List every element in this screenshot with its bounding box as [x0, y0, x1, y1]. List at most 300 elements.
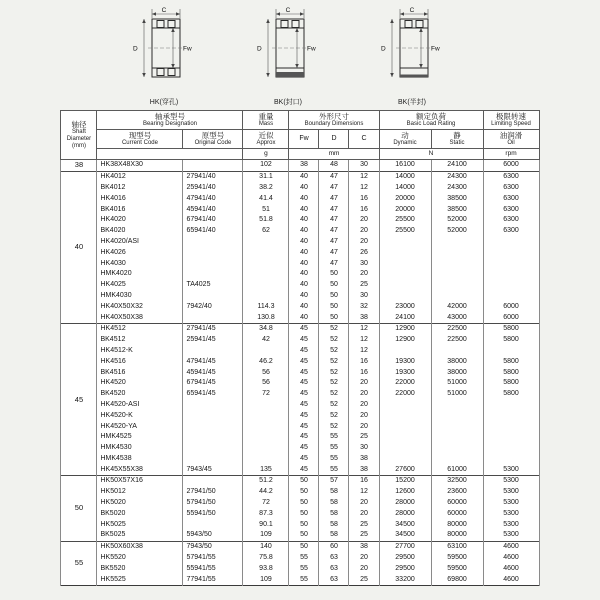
- mass-cell: 109: [243, 575, 289, 586]
- mass-cell: 72: [243, 498, 289, 509]
- mass-cell: 44.2: [243, 487, 289, 498]
- header-dims-cn: 外形尺寸: [319, 112, 349, 121]
- oil-speed-cell: 5300: [483, 520, 539, 531]
- bearing-cross-section-half-icon: [372, 5, 452, 93]
- original-code-cell: [183, 454, 243, 465]
- table-row: [61, 498, 539, 509]
- fw-cell: 40: [289, 226, 319, 237]
- mass-cell: 75.8: [243, 553, 289, 564]
- fw-cell: 45: [289, 411, 319, 422]
- table-row: [61, 324, 539, 335]
- oil-speed-cell: [483, 269, 539, 280]
- original-code-cell: [183, 248, 243, 259]
- original-code-cell: [183, 432, 243, 443]
- d-cell: 55: [319, 454, 349, 465]
- dim-label-c: C: [285, 7, 291, 14]
- mass-cell: 109: [243, 530, 289, 541]
- fw-cell: 40: [289, 302, 319, 313]
- original-code-cell: 67941/45: [183, 378, 243, 389]
- c-cell: 25: [349, 432, 379, 443]
- d-cell: 50: [319, 291, 349, 302]
- table-row: [61, 465, 539, 476]
- header-oil-en: Oil: [507, 140, 515, 147]
- fw-cell: 45: [289, 335, 319, 346]
- header-static-en: Static: [449, 140, 465, 147]
- dim-label-fw: Fw: [307, 45, 316, 53]
- static-load-cell: 32500: [431, 476, 483, 487]
- c-cell: 38: [349, 465, 379, 476]
- static-load-cell: 51000: [431, 378, 483, 389]
- oil-speed-cell: [483, 443, 539, 454]
- mass-cell: 72: [243, 389, 289, 400]
- fw-cell: 45: [289, 454, 319, 465]
- header-speed-en: Limiting Speed: [491, 121, 531, 127]
- fw-cell: 50: [289, 520, 319, 531]
- dynamic-load-cell: [379, 422, 431, 433]
- c-cell: 38: [349, 542, 379, 553]
- table-row: [61, 575, 539, 586]
- d-cell: 50: [319, 280, 349, 291]
- c-cell: 12: [349, 487, 379, 498]
- oil-speed-cell: 6000: [483, 302, 539, 313]
- static-load-cell: [431, 269, 483, 280]
- header-static-cn: 静: [453, 131, 461, 141]
- fw-cell: 45: [289, 400, 319, 411]
- oil-speed-cell: [483, 432, 539, 443]
- oil-speed-cell: 5800: [483, 335, 539, 346]
- oil-speed-cell: 5800: [483, 357, 539, 368]
- d-cell: 55: [319, 443, 349, 454]
- static-load-cell: 60000: [431, 498, 483, 509]
- fw-cell: 40: [289, 194, 319, 205]
- current-code-cell: HMK4538: [97, 454, 183, 465]
- dynamic-load-cell: 34500: [379, 530, 431, 541]
- dynamic-load-cell: [379, 269, 431, 280]
- c-cell: 26: [349, 248, 379, 259]
- current-code-cell: HK50X60X38: [97, 542, 183, 553]
- original-code-cell: 65941/45: [183, 389, 243, 400]
- fw-cell: 50: [289, 498, 319, 509]
- original-code-cell: [183, 237, 243, 248]
- oil-speed-cell: 4600: [483, 564, 539, 575]
- static-load-cell: 69800: [431, 575, 483, 586]
- d-cell: 58: [319, 520, 349, 531]
- header-c-label: C: [361, 135, 367, 143]
- current-code-cell: HK4025: [97, 280, 183, 291]
- mass-cell: 114.3: [243, 302, 289, 313]
- header-shaft-en2: Diameter: [66, 136, 92, 143]
- current-code-cell: BK5020: [97, 509, 183, 520]
- current-code-cell: HK5020: [97, 498, 183, 509]
- d-cell: 52: [319, 357, 349, 368]
- current-code-cell: HK5520: [97, 553, 183, 564]
- mass-cell: 140: [243, 542, 289, 553]
- original-code-cell: 7942/40: [183, 302, 243, 313]
- dynamic-load-cell: [379, 411, 431, 422]
- static-load-cell: 22500: [431, 335, 483, 346]
- current-code-cell: HMK4030: [97, 291, 183, 302]
- table-row: [61, 542, 539, 553]
- diagram-caption-bk-closed: BK(封口): [274, 99, 302, 106]
- table-header: [61, 111, 539, 160]
- mass-cell: 93.8: [243, 564, 289, 575]
- dynamic-load-cell: 28000: [379, 509, 431, 520]
- d-cell: 52: [319, 378, 349, 389]
- header-d-col: [319, 130, 349, 149]
- d-cell: 50: [319, 313, 349, 324]
- dynamic-load-cell: 34500: [379, 520, 431, 531]
- original-code-cell: 25941/40: [183, 183, 243, 194]
- c-cell: 16: [349, 194, 379, 205]
- oil-speed-cell: 6300: [483, 183, 539, 194]
- mass-cell: 51.8: [243, 215, 289, 226]
- mass-cell: [243, 422, 289, 433]
- fw-cell: 40: [289, 237, 319, 248]
- mass-cell: 46.2: [243, 357, 289, 368]
- oil-speed-cell: [483, 411, 539, 422]
- table-row: [61, 313, 539, 324]
- static-load-cell: 43000: [431, 313, 483, 324]
- fw-cell: 45: [289, 422, 319, 433]
- original-code-cell: 45941/40: [183, 205, 243, 216]
- fw-cell: 50: [289, 530, 319, 541]
- d-cell: 52: [319, 368, 349, 379]
- original-code-cell: 47941/45: [183, 357, 243, 368]
- c-cell: 20: [349, 215, 379, 226]
- fw-cell: 55: [289, 553, 319, 564]
- header-dynamic: [379, 130, 431, 149]
- original-code-cell: 67941/40: [183, 215, 243, 226]
- dynamic-load-cell: 28000: [379, 498, 431, 509]
- header-load-cn: 额定负荷: [416, 112, 447, 121]
- dim-label-c: C: [409, 7, 415, 14]
- dim-label-fw: Fw: [183, 45, 192, 53]
- table-row: [61, 509, 539, 520]
- header-basic-load-rating: [379, 111, 483, 130]
- static-load-cell: [431, 422, 483, 433]
- static-load-cell: 24300: [431, 183, 483, 194]
- c-cell: 20: [349, 389, 379, 400]
- bearing-diagram-hk: [124, 5, 204, 107]
- current-code-cell: HK4026: [97, 248, 183, 259]
- c-cell: 32: [349, 302, 379, 313]
- table-row: [61, 432, 539, 443]
- c-cell: 20: [349, 509, 379, 520]
- original-code-cell: 47941/40: [183, 194, 243, 205]
- d-cell: 47: [319, 237, 349, 248]
- header-unit-load: N: [379, 149, 483, 160]
- dynamic-load-cell: [379, 400, 431, 411]
- c-cell: 20: [349, 269, 379, 280]
- fw-cell: 50: [289, 509, 319, 520]
- oil-speed-cell: [483, 248, 539, 259]
- d-cell: 48: [319, 160, 349, 172]
- fw-cell: 40: [289, 183, 319, 194]
- mass-cell: [243, 237, 289, 248]
- d-cell: 58: [319, 509, 349, 520]
- fw-cell: 40: [289, 248, 319, 259]
- shaft-diameter-cell: 45: [61, 324, 97, 476]
- dynamic-load-cell: 27600: [379, 465, 431, 476]
- header-dynamic-cn: 动: [401, 131, 409, 141]
- mass-cell: [243, 443, 289, 454]
- d-cell: 63: [319, 575, 349, 586]
- oil-speed-cell: [483, 237, 539, 248]
- static-load-cell: 38500: [431, 205, 483, 216]
- original-code-cell: 55941/50: [183, 509, 243, 520]
- current-code-cell: BK4516: [97, 368, 183, 379]
- table-row: [61, 553, 539, 564]
- original-code-cell: 7943/45: [183, 465, 243, 476]
- header-speed-cn: 极限转速: [496, 112, 527, 121]
- oil-speed-cell: 5300: [483, 530, 539, 541]
- current-code-cell: HK40X50X38: [97, 313, 183, 324]
- static-load-cell: [431, 248, 483, 259]
- original-code-cell: 77941/55: [183, 575, 243, 586]
- c-cell: 25: [349, 520, 379, 531]
- original-code-cell: [183, 520, 243, 531]
- dynamic-load-cell: 23000: [379, 302, 431, 313]
- c-cell: 25: [349, 530, 379, 541]
- c-cell: 20: [349, 422, 379, 433]
- mass-cell: [243, 291, 289, 302]
- shaft-diameter-cell: 55: [61, 542, 97, 586]
- mass-cell: [243, 411, 289, 422]
- header-designation-cn: 轴承型号: [154, 112, 185, 121]
- header-unit-speed: rpm: [483, 149, 539, 160]
- fw-cell: 45: [289, 378, 319, 389]
- static-load-cell: 38500: [431, 194, 483, 205]
- d-cell: 47: [319, 194, 349, 205]
- table-row: [61, 248, 539, 259]
- shaft-diameter-cell: 50: [61, 476, 97, 542]
- mass-cell: 31.1: [243, 172, 289, 183]
- static-load-cell: 59500: [431, 553, 483, 564]
- oil-speed-cell: [483, 291, 539, 302]
- fw-cell: 45: [289, 357, 319, 368]
- fw-cell: 40: [289, 291, 319, 302]
- static-load-cell: [431, 454, 483, 465]
- oil-speed-cell: 5300: [483, 509, 539, 520]
- bearing-diagram-bk-closed: [248, 5, 328, 107]
- mass-cell: 34.8: [243, 324, 289, 335]
- header-shaft-en1: Shaft: [71, 128, 86, 135]
- fw-cell: 55: [289, 575, 319, 586]
- table-row: [61, 422, 539, 433]
- current-code-cell: HK4020/ASI: [97, 237, 183, 248]
- d-cell: 47: [319, 248, 349, 259]
- header-current-en: Current Code: [121, 140, 158, 147]
- oil-speed-cell: 6000: [483, 160, 539, 172]
- oil-speed-cell: 5800: [483, 378, 539, 389]
- static-load-cell: 52000: [431, 215, 483, 226]
- fw-cell: 40: [289, 269, 319, 280]
- mass-cell: [243, 269, 289, 280]
- shaft-diameter-cell: 38: [61, 160, 97, 172]
- table-row: [61, 389, 539, 400]
- d-cell: 58: [319, 487, 349, 498]
- table-row: [61, 269, 539, 280]
- header-original-cn: 原型号: [201, 131, 225, 141]
- header-d-label: D: [331, 135, 337, 143]
- dynamic-load-cell: 25500: [379, 215, 431, 226]
- fw-cell: 40: [289, 313, 319, 324]
- oil-speed-cell: 5300: [483, 465, 539, 476]
- dynamic-load-cell: 22000: [379, 378, 431, 389]
- original-code-cell: [183, 269, 243, 280]
- original-code-cell: 55941/55: [183, 564, 243, 575]
- current-code-cell: HK5025: [97, 520, 183, 531]
- table-row: [61, 335, 539, 346]
- d-cell: 63: [319, 564, 349, 575]
- header-designation-en: Bearing Designation: [142, 121, 197, 127]
- fw-cell: 40: [289, 172, 319, 183]
- oil-speed-cell: 6300: [483, 215, 539, 226]
- table-row: [61, 530, 539, 541]
- c-cell: 12: [349, 324, 379, 335]
- static-load-cell: 52000: [431, 226, 483, 237]
- mass-cell: [243, 280, 289, 291]
- static-load-cell: 80000: [431, 520, 483, 531]
- current-code-cell: HK4520-YA: [97, 422, 183, 433]
- static-load-cell: 24300: [431, 172, 483, 183]
- current-code-cell: BK4012: [97, 183, 183, 194]
- mass-cell: 56: [243, 378, 289, 389]
- c-cell: 25: [349, 280, 379, 291]
- d-cell: 52: [319, 400, 349, 411]
- original-code-cell: 45941/45: [183, 368, 243, 379]
- oil-speed-cell: 6300: [483, 172, 539, 183]
- table-row: [61, 291, 539, 302]
- table-row: [61, 368, 539, 379]
- d-cell: 52: [319, 411, 349, 422]
- table-row: [61, 259, 539, 270]
- current-code-cell: HK4030: [97, 259, 183, 270]
- table-body: [61, 160, 539, 586]
- dynamic-load-cell: [379, 248, 431, 259]
- current-code-cell: HK45X55X38: [97, 465, 183, 476]
- oil-speed-cell: 4600: [483, 553, 539, 564]
- dynamic-load-cell: 27700: [379, 542, 431, 553]
- fw-cell: 40: [289, 205, 319, 216]
- header-fw-label: Fw: [299, 135, 309, 143]
- c-cell: 30: [349, 443, 379, 454]
- table-row: [61, 564, 539, 575]
- c-cell: 20: [349, 400, 379, 411]
- header-unit-designation: [97, 149, 243, 160]
- current-code-cell: HK40X50X32: [97, 302, 183, 313]
- table-row: [61, 194, 539, 205]
- dynamic-load-cell: 33200: [379, 575, 431, 586]
- table-row: [61, 160, 539, 172]
- current-code-cell: HMK4525: [97, 432, 183, 443]
- current-code-cell: BK4520: [97, 389, 183, 400]
- dynamic-load-cell: [379, 346, 431, 357]
- c-cell: 38: [349, 313, 379, 324]
- header-current-cn: 现型号: [128, 131, 152, 141]
- current-code-cell: BK4016: [97, 205, 183, 216]
- static-load-cell: 42000: [431, 302, 483, 313]
- fw-cell: 45: [289, 432, 319, 443]
- current-code-cell: HMK4020: [97, 269, 183, 280]
- static-load-cell: 38000: [431, 357, 483, 368]
- bearing-diagrams: [0, 5, 576, 107]
- d-cell: 47: [319, 172, 349, 183]
- oil-speed-cell: 6300: [483, 205, 539, 216]
- c-cell: 30: [349, 291, 379, 302]
- dynamic-load-cell: 14000: [379, 172, 431, 183]
- static-load-cell: [431, 432, 483, 443]
- oil-speed-cell: [483, 280, 539, 291]
- bearing-diagram-bk-half: [372, 5, 452, 107]
- mass-cell: 38.2: [243, 183, 289, 194]
- dynamic-load-cell: [379, 280, 431, 291]
- c-cell: 20: [349, 553, 379, 564]
- current-code-cell: HK4520: [97, 378, 183, 389]
- dynamic-load-cell: 22000: [379, 389, 431, 400]
- header-static: [431, 130, 483, 149]
- fw-cell: 38: [289, 160, 319, 172]
- c-cell: 16: [349, 205, 379, 216]
- c-cell: 30: [349, 259, 379, 270]
- original-code-cell: 65941/40: [183, 226, 243, 237]
- mass-cell: 135: [243, 465, 289, 476]
- header-shaft-diameter: [61, 111, 97, 160]
- table-row: [61, 172, 539, 183]
- d-cell: 58: [319, 498, 349, 509]
- c-cell: 12: [349, 183, 379, 194]
- dynamic-load-cell: 15200: [379, 476, 431, 487]
- current-code-cell: HK4512-K: [97, 346, 183, 357]
- header-original-code: [183, 130, 243, 149]
- mass-cell: 42: [243, 335, 289, 346]
- mass-cell: [243, 346, 289, 357]
- header-limiting-speed: [483, 111, 539, 130]
- d-cell: 47: [319, 259, 349, 270]
- header-dynamic-en: Dynamic: [393, 140, 417, 147]
- oil-speed-cell: [483, 454, 539, 465]
- table-row: [61, 237, 539, 248]
- static-load-cell: 61000: [431, 465, 483, 476]
- current-code-cell: HK4020: [97, 215, 183, 226]
- mass-cell: 51: [243, 205, 289, 216]
- table-row: [61, 411, 539, 422]
- oil-speed-cell: 5300: [483, 476, 539, 487]
- header-approx-en: Approx: [256, 140, 276, 147]
- d-cell: 60: [319, 542, 349, 553]
- c-cell: 20: [349, 411, 379, 422]
- static-load-cell: 59500: [431, 564, 483, 575]
- header-shaft-unit: (mm): [71, 143, 86, 150]
- static-load-cell: 63100: [431, 542, 483, 553]
- oil-speed-cell: 4600: [483, 575, 539, 586]
- original-code-cell: 7943/50: [183, 542, 243, 553]
- original-code-cell: 25941/45: [183, 335, 243, 346]
- header-oil: [483, 130, 539, 149]
- dynamic-load-cell: 19300: [379, 357, 431, 368]
- dim-label-fw: Fw: [431, 45, 440, 53]
- static-load-cell: [431, 237, 483, 248]
- table-row: [61, 443, 539, 454]
- oil-speed-cell: 4600: [483, 542, 539, 553]
- mass-cell: 51.2: [243, 476, 289, 487]
- table-row: [61, 378, 539, 389]
- dynamic-load-cell: [379, 259, 431, 270]
- d-cell: 55: [319, 432, 349, 443]
- bearing-cross-section-closed-icon: [248, 5, 328, 93]
- current-code-cell: HK4516: [97, 357, 183, 368]
- fw-cell: 45: [289, 324, 319, 335]
